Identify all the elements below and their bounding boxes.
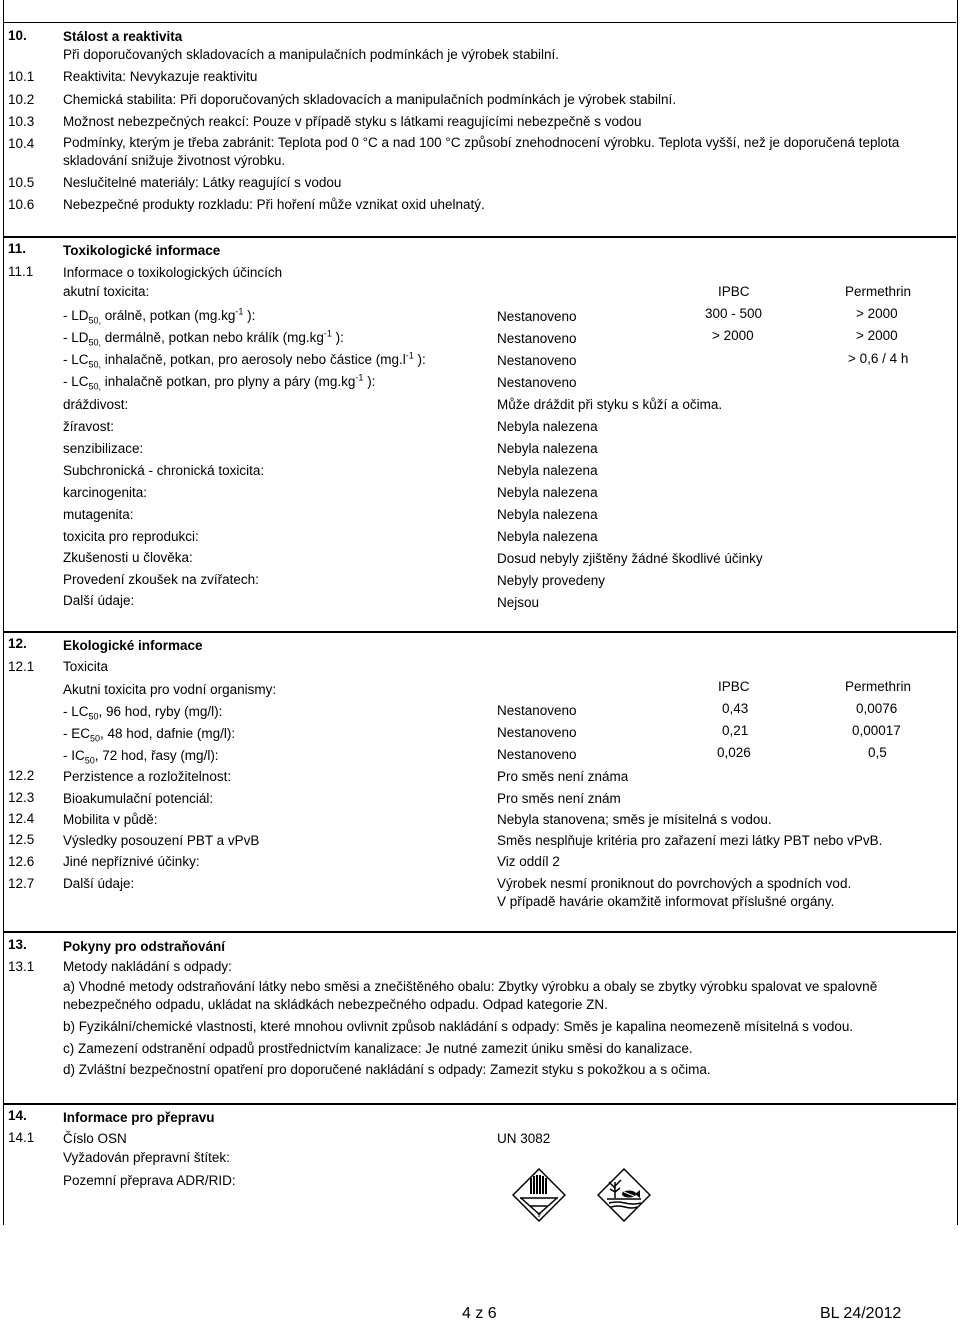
s12-1-num: 12.1 — [8, 659, 35, 674]
s12-row-label: Jiné nepříznivé účinky: — [63, 854, 200, 869]
s10-num: 10. — [8, 28, 27, 43]
s10-5-num: 10.5 — [8, 175, 35, 190]
s12-row-value: Pro směs není známa — [497, 769, 629, 784]
s12-row-label: Mobilita v půdě: — [63, 812, 158, 827]
eco-row-ipbc: 0,43 — [722, 701, 749, 716]
s11-acute-label: akutní toxicita: — [63, 284, 150, 299]
tox-row-label: - $LD_{50,}$ orálně, potkan ($mg.kg^{-1}$ ): — [63, 306, 256, 326]
prop-label: mutagenita: — [63, 507, 134, 522]
s10-intro: Při doporučovaných skladovacích a manipulačních podmínkách je výrobek stabilní. — [63, 47, 560, 62]
prop-label: Subchronická - chronická toxicita: — [63, 463, 265, 478]
tox-row-ipbc: > 2000 — [712, 328, 754, 343]
prop-value: Nebyla nalezena — [497, 507, 598, 522]
s10-1-num: 10.1 — [8, 69, 35, 84]
s10-2-num: 10.2 — [8, 92, 35, 107]
top-rule — [3, 22, 956, 23]
prop-value: Může dráždit při styku s kůží a očima. — [497, 397, 723, 412]
s10-6-text: Nebezpečné produkty rozkladu: Při hoření může vznikat oxid uhelnatý. — [63, 197, 485, 212]
s10-2-text: Chemická stabilita: Při doporučovaných skladovacích a manipulačních podmínkách je výrobek stabilní. — [63, 92, 677, 107]
s12-row-value: Směs nesplňuje kritéria pro zařazení mezi látky PBT nebo vPvB. — [497, 833, 883, 848]
section-divider — [3, 931, 956, 933]
environment-hazard-icon — [597, 1168, 651, 1222]
s12-row-value: Výrobek nesmí proniknout do povrchových a spodních vod. — [497, 876, 852, 891]
prop-value: Nebyla nalezena — [497, 485, 598, 500]
eco-row-ipbc: 0,026 — [717, 745, 751, 760]
s13-1-num: 13.1 — [8, 959, 35, 974]
s12-1-title: Toxicita — [63, 659, 109, 674]
s12-row-label: Bioakumulační potenciál: — [63, 791, 214, 806]
s12-col-ipbc: IPBC — [718, 679, 750, 694]
prop-label: dráždivost: — [63, 397, 129, 412]
s10-4-text: Podmínky, kterým je třeba zabránit: Teplota pod 0 °C a nad 100 °C způsobí znehodnocení výrobku. Teplota vyšší, než je doporučená teplota skladování snižuje životnost výrobku. — [63, 135, 900, 168]
tox-row-permethrin: > 2000 — [856, 306, 898, 321]
s12-row-num: 12.7 — [8, 876, 35, 891]
tox-row-ipbc: 300 - 500 — [705, 306, 763, 321]
tox-row-value: Nestanoveno — [497, 353, 577, 368]
section-divider — [3, 631, 956, 633]
s12-aqua-label: Akutni toxicita pro vodní organismy: — [63, 682, 277, 697]
eco-row-value: Nestanoveno — [497, 703, 577, 718]
eco-row-label: - $LC_{50}$, 96 hod, ryby (mg/l): — [63, 704, 223, 722]
s11-col-ipbc: IPBC — [718, 284, 750, 299]
prop-label: Provedení zkoušek na zvířatech: — [63, 572, 259, 587]
tox-row-permethrin: > 0,6 / 4 h — [848, 351, 909, 366]
eco-row-permethrin: 0,00017 — [852, 723, 901, 738]
tox-row-label: - $LC_{50,}$ inhalačně, potkan, pro aerosoly nebo částice ($mg.l^{-1}$ ): — [63, 350, 426, 370]
class-number: 9 — [537, 1213, 541, 1219]
prop-value: Nebyla nalezena — [497, 419, 598, 434]
s13-title: Pokyny pro odstraňování — [63, 939, 226, 954]
s14-title: Informace pro přepravu — [63, 1110, 215, 1125]
prop-label: karcinogenita: — [63, 485, 148, 500]
s12-row-num: 12.6 — [8, 854, 35, 869]
eco-row-label: - $IC_{50}$, 72 hod, řasy (mg/l): — [63, 748, 219, 766]
s12-row-num: 12.4 — [8, 811, 35, 826]
s13-item-a: a) Vhodné metody odstraňování látky nebo směsi a znečištěného obalu: Zbytky výrobku a obaly se zbytky výrobku spalovat ve spalovně nebezpečného odpadu, ukládat na skládkách nebezpečného odpadu. Odpad kategorie ZN. — [63, 979, 878, 1012]
s14-adr-label: Pozemní přeprava ADR/RID: — [63, 1173, 236, 1188]
s14-osn-label: Číslo OSN — [63, 1131, 127, 1146]
prop-value: Nebyla nalezena — [497, 529, 598, 544]
s12-row-num: 12.3 — [8, 790, 35, 805]
prop-label: toxicita pro reprodukci: — [63, 529, 199, 544]
eco-row-value: Nestanoveno — [497, 747, 577, 762]
s12-row-value: Viz oddíl 2 — [497, 854, 560, 869]
s13-item-d: d) Zvláštní bezpečnostní opatření pro doporučené nakládání s odpady: Zamezit styku s pokožkou a s očima. — [63, 1062, 711, 1077]
prop-label: Další údaje: — [63, 593, 135, 608]
prop-value: Nebyla nalezena — [497, 441, 598, 456]
s12-row-num: 12.5 — [8, 832, 35, 847]
s11-col-permethrin: Permethrin — [845, 284, 912, 299]
s14-1-num: 14.1 — [8, 1130, 35, 1145]
tox-row-permethrin: > 2000 — [856, 328, 898, 343]
eco-row-permethrin: 0,0076 — [856, 701, 898, 716]
s12-row-num: 12.2 — [8, 768, 35, 783]
prop-value: Dosud nebyly zjištěny žádné škodlivé účinky — [497, 551, 763, 566]
s12-num: 12. — [8, 636, 27, 651]
s13-num: 13. — [8, 937, 27, 952]
section-divider — [3, 1103, 956, 1105]
s10-6-num: 10.6 — [8, 197, 35, 212]
prop-value: Nebyly provedeny — [497, 573, 606, 588]
s12-row-value: Nebyla stanovena; směs je mísitelná s vodou. — [497, 812, 772, 827]
s10-4-num: 10.4 — [8, 136, 35, 151]
s13-1-title: Metody nakládání s odpady: — [63, 959, 232, 974]
s12-extra: V případě havárie okamžitě informovat příslušné orgány. — [497, 894, 835, 909]
page-number: 4 z 6 — [462, 1305, 497, 1322]
class-9-hazard-icon — [512, 1168, 566, 1222]
s14-label-required: Vyžadován přepravní štítek: — [63, 1150, 230, 1165]
eco-row-value: Nestanoveno — [497, 725, 577, 740]
s10-1-text: Reaktivita: Nevykazuje reaktivitu — [63, 69, 258, 84]
document-id: BL 24/2012 — [820, 1305, 902, 1322]
s13-item-b: b) Fyzikální/chemické vlastnosti, které mnohou ovlivnit způsob nakládání s odpady: Směs je kapalina neomezeně mísitelná s vodou. — [63, 1019, 854, 1034]
tox-row-value: Nestanoveno — [497, 331, 577, 346]
s12-row-label: Další údaje: — [63, 876, 135, 891]
s11-title: Toxikologické informace — [63, 243, 221, 258]
section-divider — [3, 236, 956, 238]
prop-label: senzibilizace: — [63, 441, 144, 456]
s12-row-value: Pro směs není znám — [497, 791, 621, 806]
eco-row-label: - $EC_{50}$, 48 hod, dafnie (mg/l): — [63, 726, 236, 744]
prop-value: Nebyla nalezena — [497, 463, 598, 478]
eco-row-permethrin: 0,5 — [868, 745, 887, 760]
s12-row-label: Perzistence a rozložitelnost: — [63, 769, 232, 784]
eco-row-ipbc: 0,21 — [722, 723, 749, 738]
s11-1-num: 11.1 — [8, 264, 34, 279]
prop-value: Nejsou — [497, 595, 540, 610]
s12-col-permethrin: Permethrin — [845, 679, 912, 694]
s11-num: 11. — [8, 241, 27, 256]
prop-label: Zkušenosti u člověka: — [63, 550, 193, 565]
prop-label: žíravost: — [63, 419, 115, 434]
s14-num: 14. — [8, 1108, 27, 1123]
s14-osn-value: UN 3082 — [497, 1131, 551, 1146]
s10-title: Stálost a reaktivita — [63, 29, 183, 44]
tox-row-label: - $LD_{50,}$ dermálně, potkan nebo králík ($mg.kg^{-1}$ ): — [63, 328, 344, 348]
s10-3-text: Možnost nebezpečných reakcí: Pouze v případě styku s látkami reagujícími nebezpečně s vodou — [63, 114, 642, 129]
tox-row-value: Nestanoveno — [497, 375, 577, 390]
tox-row-value: Nestanoveno — [497, 309, 577, 324]
tox-row-label: - $LC_{50,}$ inhalačně potkan, pro plyny a páry ($mg.kg^{-1}$ ): — [63, 372, 376, 392]
s12-row-label: Výsledky posouzení PBT a vPvB — [63, 833, 260, 848]
s13-item-c: c) Zamezení odstranění odpadů prostřednictvím kanalizace: Je nutné zamezit úniku směsi do kanalizace. — [63, 1041, 693, 1056]
s12-title: Ekologické informace — [63, 638, 203, 653]
s10-5-text: Neslučitelné materiály: Látky reagující s vodou — [63, 175, 342, 190]
s11-1-title: Informace o toxikologických účincích — [63, 265, 283, 280]
s10-3-num: 10.3 — [8, 114, 35, 129]
